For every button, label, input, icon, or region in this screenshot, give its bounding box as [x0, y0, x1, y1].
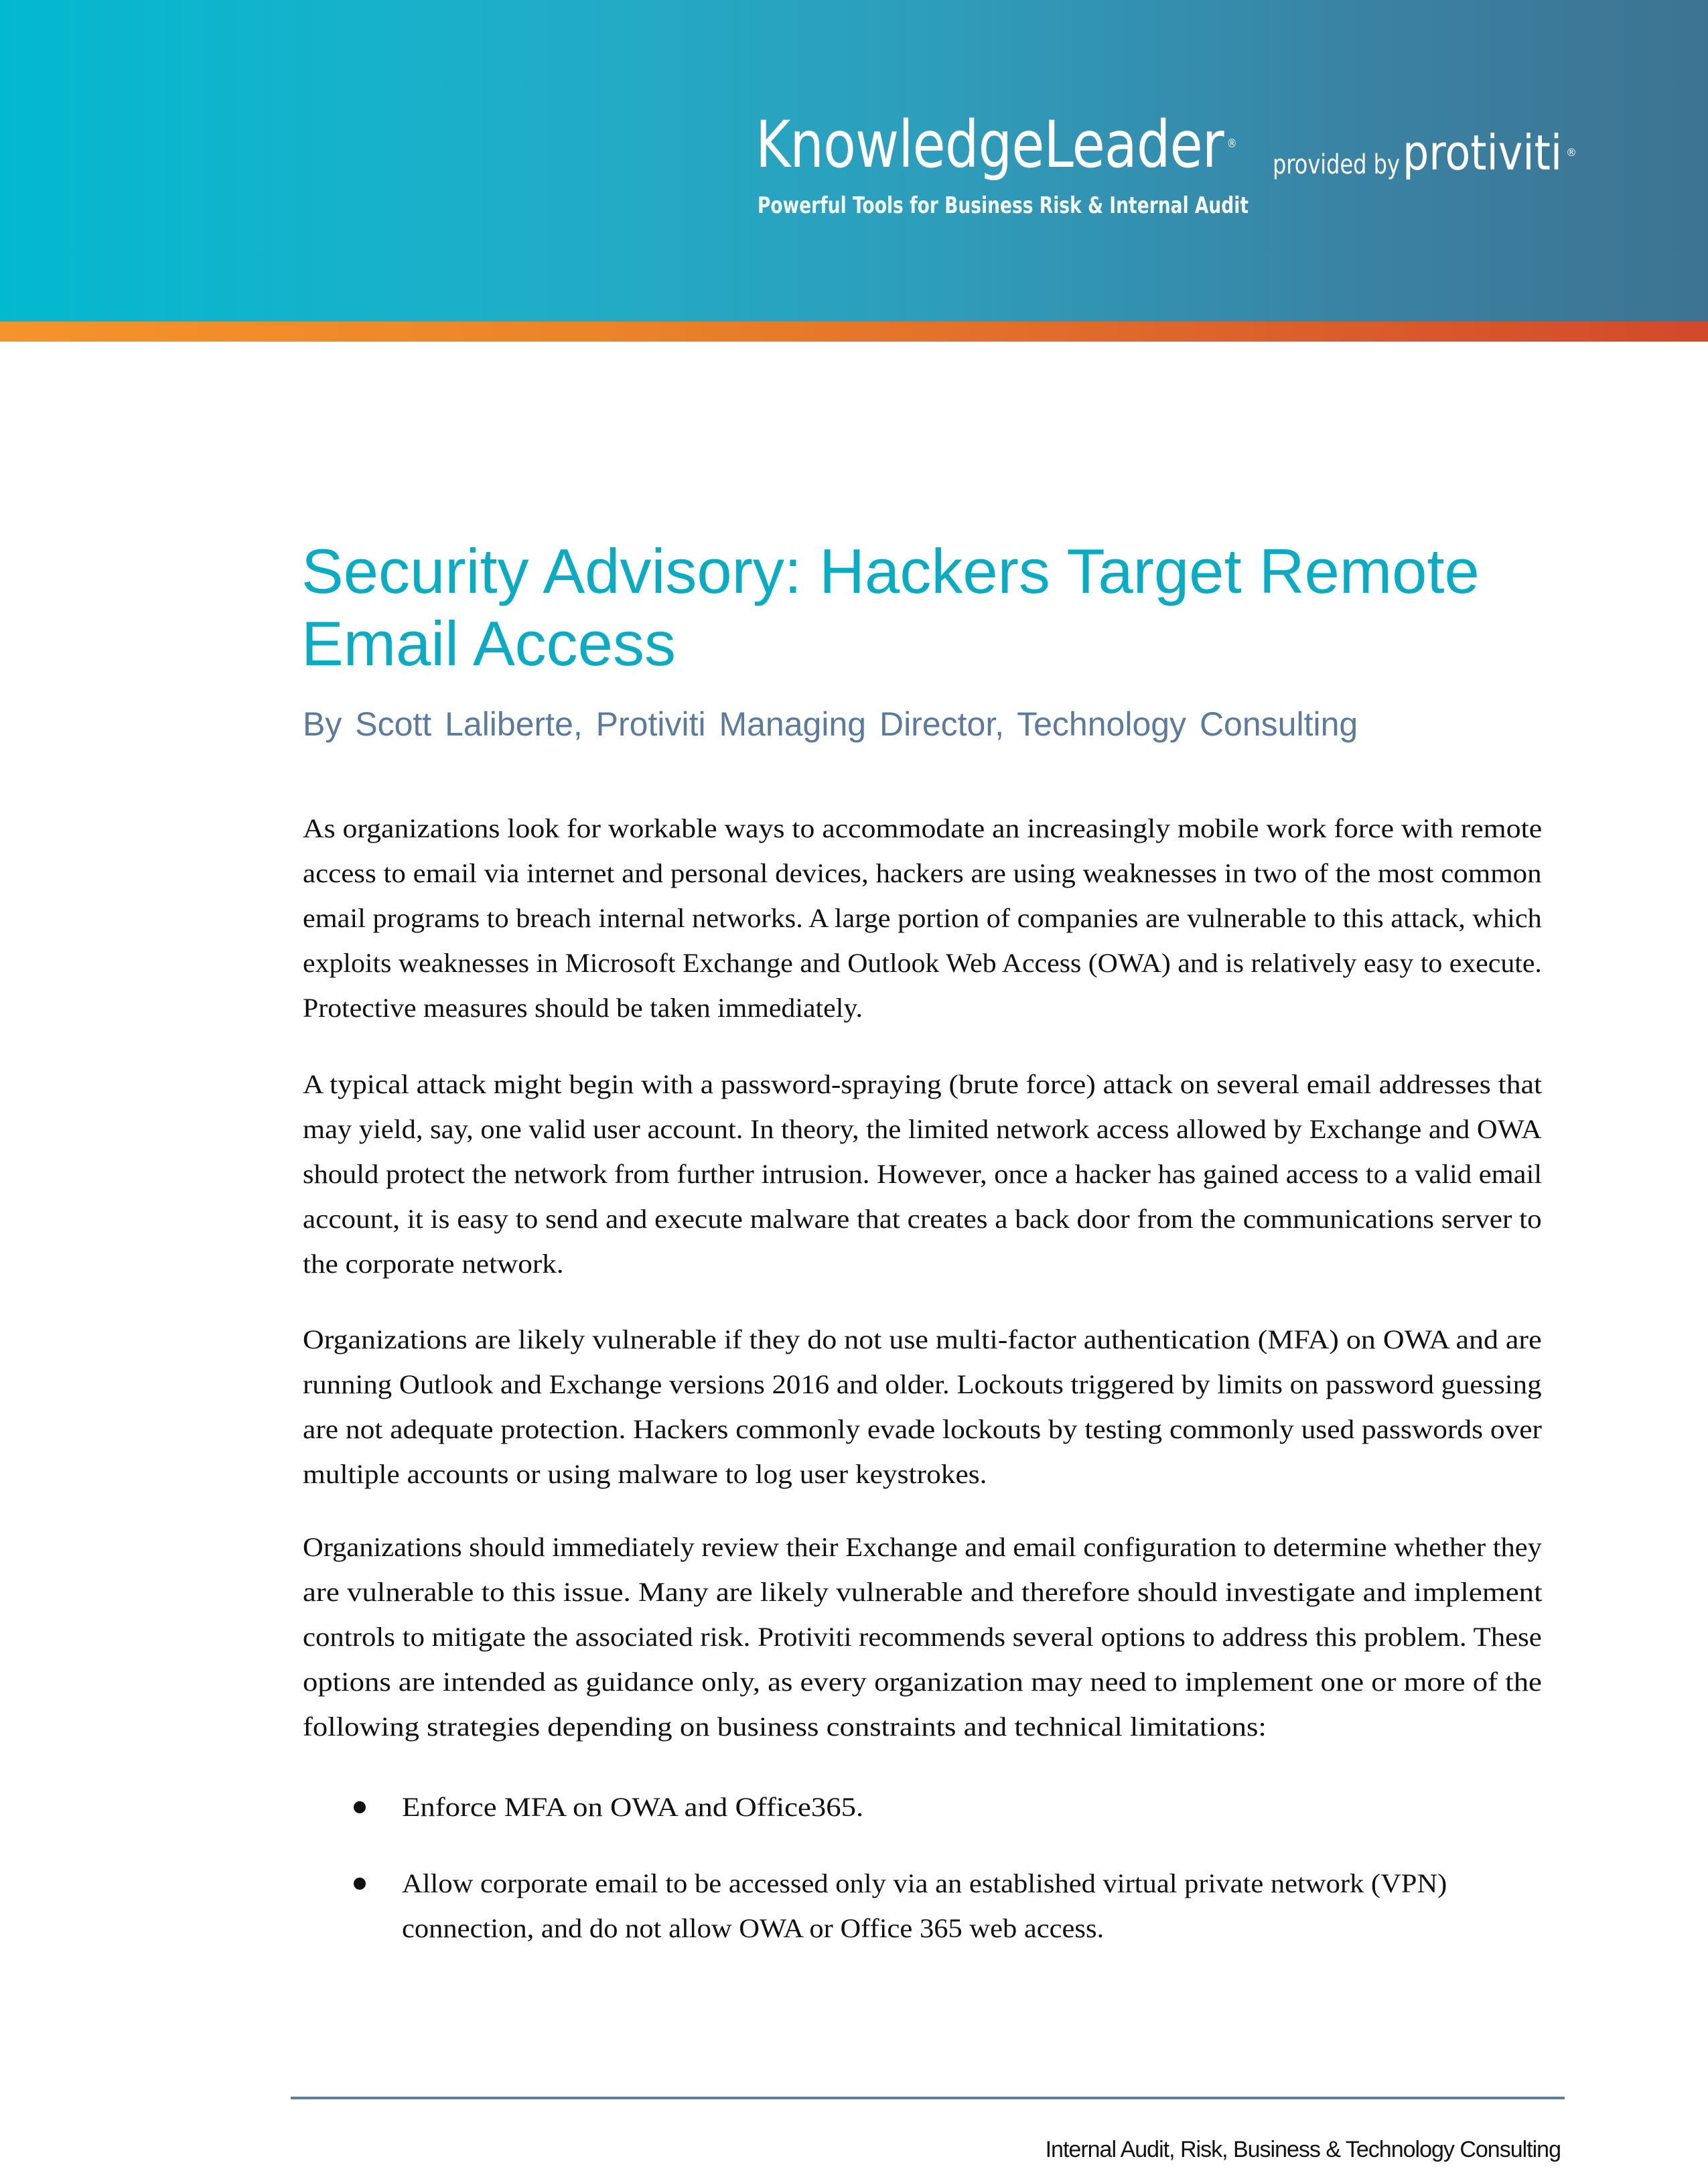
paragraph-line: account, it is easy to send and execute malware that creates a back door from the communications server to [303, 1204, 1542, 1234]
bullet-line: Enforce MFA on OWA and Office365. [402, 1792, 864, 1822]
paragraph-line: multiple accounts or using malware to log user keystrokes. [303, 1459, 987, 1489]
footer-text: Internal Audit, Risk, Business & Technology Consulting [1045, 2137, 1561, 2162]
paragraph-line: A typical attack might begin with a password-spraying (brute force) attack on several email addresses that [303, 1069, 1543, 1099]
paragraph-line: are vulnerable to this issue. Many are likely vulnerable and therefore should investigate and implement [303, 1577, 1543, 1607]
paragraph-line: should protect the network from further intrusion. However, once a hacker has gained access to a valid email [303, 1159, 1543, 1189]
logo-brand-text: KnowledgeLeader [756, 107, 1224, 182]
paragraph-line: exploits weaknesses in Microsoft Exchange and Outlook Web Access (OWA) and is relatively easy to execute. [303, 948, 1542, 978]
byline: By Scott Laliberte, Protiviti Managing Director, Technology Consulting [303, 705, 1358, 743]
paragraph-line: email programs to breach internal networks. A large portion of companies are vulnerable to this attack, which [303, 903, 1542, 933]
paragraph-line: are not adequate protection. Hackers commonly evade lockouts by testing commonly used passwords over [303, 1414, 1543, 1444]
page-title-line-2: Email Access [301, 608, 676, 679]
paragraph-line: Organizations are likely vulnerable if they do not use multi-factor authentication (MFA) on OWA and are [303, 1324, 1542, 1354]
logo-provided-by: provided by [1273, 149, 1400, 180]
paragraph-line: access to email via internet and personal devices, hackers are using weaknesses in two of the most common [303, 858, 1542, 888]
paragraph-line: options are intended as guidance only, as every organization may need to implement one or more of the [303, 1667, 1542, 1697]
bullet-line: Allow corporate email to be accessed only via an established virtual private network (VPN) [402, 1868, 1447, 1898]
bullet-icon [354, 1801, 366, 1813]
header-accent-stripe [0, 322, 1708, 342]
knowledgeleader-logo [756, 107, 1236, 182]
bullet-icon [354, 1878, 366, 1890]
registered-mark: ® [1226, 137, 1236, 151]
paragraph-line: the corporate network. [303, 1249, 564, 1279]
paragraph-line: Protective measures should be taken immediately. [303, 993, 863, 1023]
paragraph-line: following strategies depending on business constraints and technical limitations: [303, 1711, 1267, 1742]
paragraph-line: may yield, say, one valid user account. In theory, the limited network access allowed by Exchange and OWA [303, 1114, 1542, 1144]
protiviti-logo: protiviti [1403, 125, 1563, 181]
paragraph-line: As organizations look for workable ways to accommodate an increasingly mobile work force with remote [303, 813, 1543, 843]
registered-mark: ® [1566, 146, 1577, 159]
paragraph-line: controls to mitigate the associated risk. Protiviti recommends several options to address this problem. These [303, 1622, 1542, 1652]
bullet-line: connection, and do not allow OWA or Office 365 web access. [402, 1913, 1105, 1943]
logo-tagline: Powerful Tools for Business Risk & Internal Audit [758, 192, 1249, 219]
paragraph-line: Organizations should immediately review their Exchange and email configuration to determine whether they [303, 1532, 1542, 1562]
page-title-line-1: Security Advisory: Hackers Target Remote [301, 536, 1480, 606]
paragraph-line: running Outlook and Exchange versions 2016 and older. Lockouts triggered by limits on password guessing [303, 1369, 1542, 1399]
footer-divider [291, 2097, 1565, 2099]
